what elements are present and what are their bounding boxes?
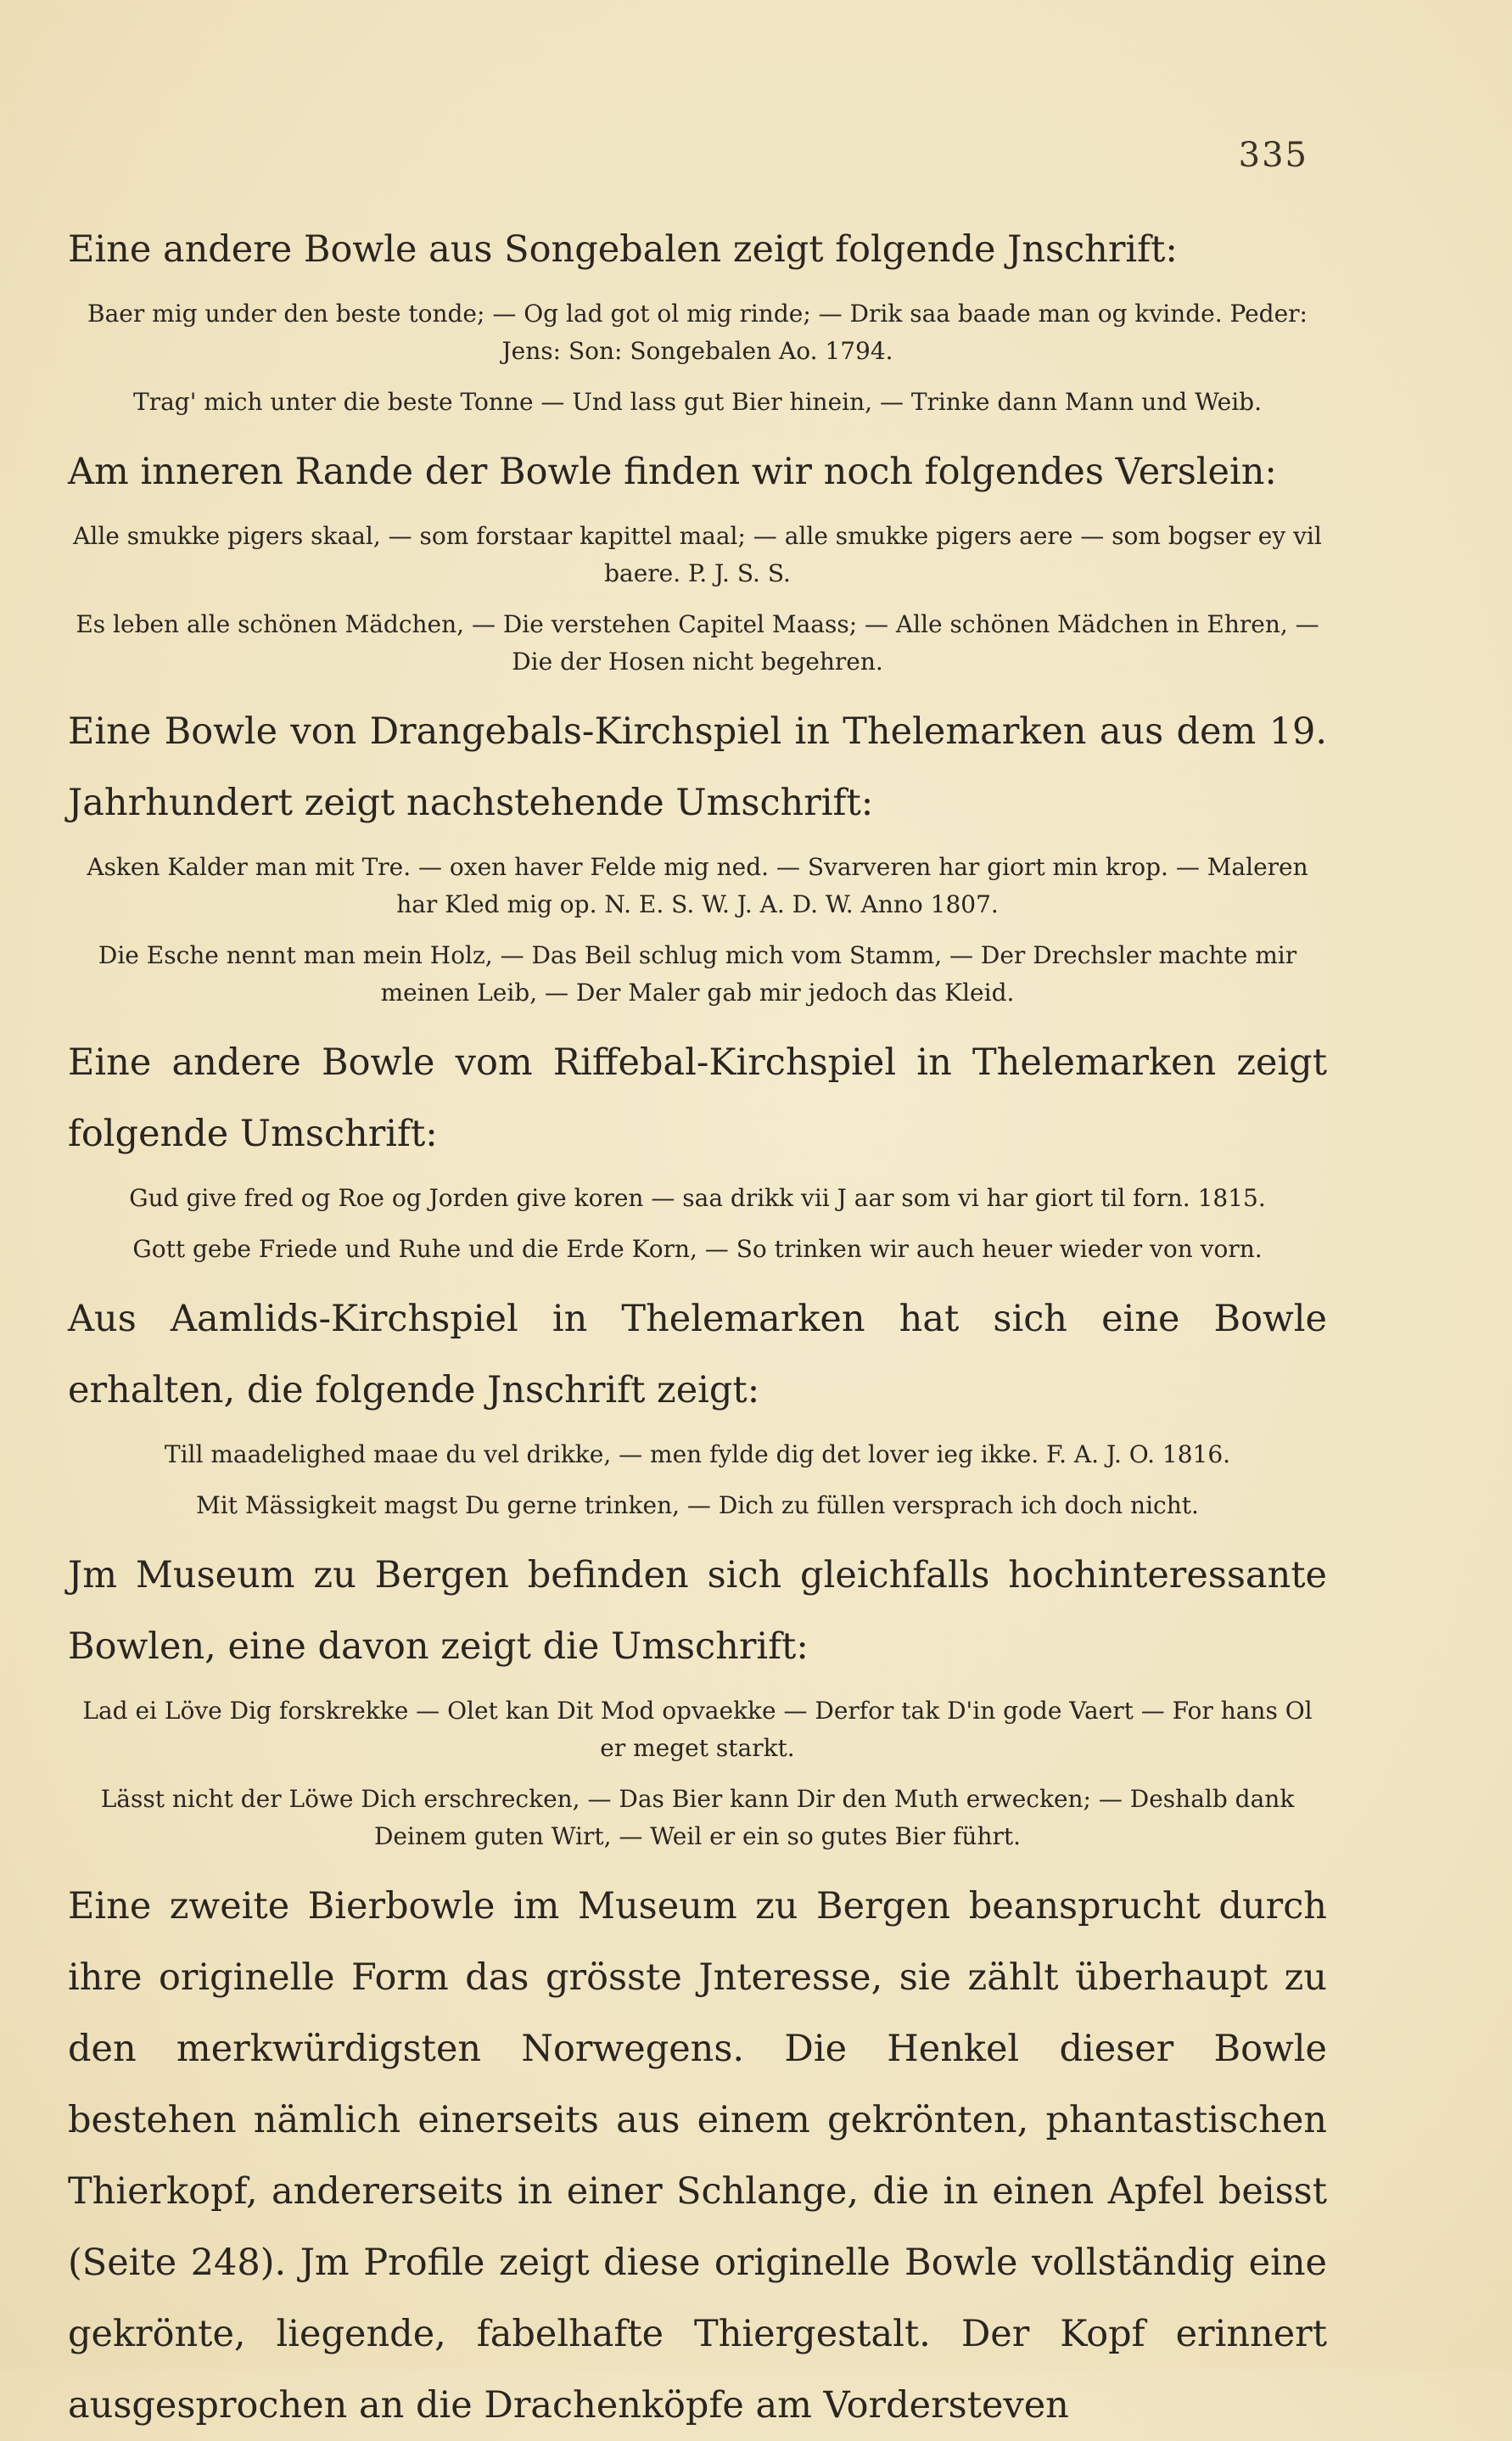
section-5-intro: Aus Aamlids-Kirchspiel in Thelemarken hat sich eine Bowle erhalten, die folgende Jnschrift zeigt: (68, 1298, 1327, 1411)
section-6-translation: Lässt nicht der Löwe Dich erschrecken, — Das Bier kann Dir den Muth erwecken; — Deshalb dank Deinem guten Wirt, — Weil er ein so gutes Bier führt. (100, 1785, 1295, 1850)
section-3-translation: Die Esche nennt man mein Holz, — Das Beil schlug mich vom Stamm, — Der Drechsler machte mir meinen Leib, — Der Maler gab mir jedoch das Kleid. (98, 941, 1297, 1007)
page-number: 335 (1238, 136, 1308, 175)
section-5-translation: Mit Mässigkeit magst Du gerne trinken, — Dich zu füllen versprach ich doch nicht. (196, 1491, 1199, 1519)
section-2-inscription: Alle smukke pigers skaal, — som forstaar kapittel maal; — alle smukke pigers aere — som bogser ey vil baere. P. J. S. S. (73, 522, 1322, 587)
section-1-intro: Eine andere Bowle aus Songebalen zeigt folgende Jnschrift: (68, 228, 1178, 271)
section-3-intro: Eine Bowle von Drangebals-Kirchspiel in Thelemarken aus dem 19. Jahrhundert zeigt nachstehende Umschrift: (68, 710, 1327, 824)
section-7-body-text: Eine zweite Bierbowle im Museum zu Bergen beansprucht durch ihre originelle Form das grösste Jnteresse, sie zählt überhaupt zu den merkwürdigsten Norwegens. Die Henkel dieser Bowle bestehen nämlich einerseits aus einem gekrönten, phantastischen Thierkopf, andererseits in einer Schlange, die in einen Apfel beisst (Seite 248). Jm Profile zeigt diese originelle Bowle vollständig eine gekrönte, liegende, fabelhafte Thiergestalt. Der Kopf erinnert ausgesprochen an die Drachenköpfe am Vordersteven (68, 1885, 1327, 2427)
section-6-inscription: Lad ei Löve Dig forskrekke — Olet kan Dit Mod opvaekke — Derfor tak D'in gode Vaert — For hans Ol er meget starkt. (82, 1697, 1313, 1762)
section-6-intro: Jm Museum zu Bergen befinden sich gleichfalls hochinteressante Bowlen, eine davon zeigt die Umschrift: (68, 1554, 1327, 1668)
section-2-translation: Es leben alle schönen Mädchen, — Die verstehen Capitel Maass; — Alle schönen Mädchen in Ehren, — Die der Hosen nicht begehren. (76, 610, 1319, 676)
section-4-inscription: Gud give fred og Roe og Jorden give koren — saa drikk vii J aar som vi har giort til forn. 1815. (129, 1184, 1266, 1212)
section-3-inscription: Asken Kalder man mit Tre. — oxen haver Felde mig ned. — Svarveren har giort min krop. — Maleren har Kled mig op. N. E. S. W. J. A. D. W. Anno 1807. (87, 853, 1308, 918)
section-4-intro: Eine andere Bowle vom Riffebal-Kirchspiel in Thelemarken zeigt folgende Umschrift: (68, 1041, 1327, 1155)
page-body (68, 214, 1327, 2441)
section-5-inscription: Till maadelighed maae du vel drikke, — men fylde dig det lover ieg ikke. F. A. J. O. 1816. (164, 1440, 1231, 1468)
section-1-translation: Trag' mich unter die beste Tonne — Und lass gut Bier hinein, — Trinke dann Mann und Weib. (133, 388, 1262, 416)
section-2-intro: Am inneren Rande der Bowle finden wir noch folgendes Verslein: (68, 451, 1277, 493)
section-1-inscription: Baer mig under den beste tonde; — Og lad got ol mig rinde; — Drik saa baade man og kvinde. Peder: Jens: Son: Songebalen Ao. 1794. (87, 300, 1308, 365)
section-4-translation: Gott gebe Friede und Ruhe und die Erde Korn, — So trinken wir auch heuer wieder von vorn. (132, 1235, 1263, 1263)
